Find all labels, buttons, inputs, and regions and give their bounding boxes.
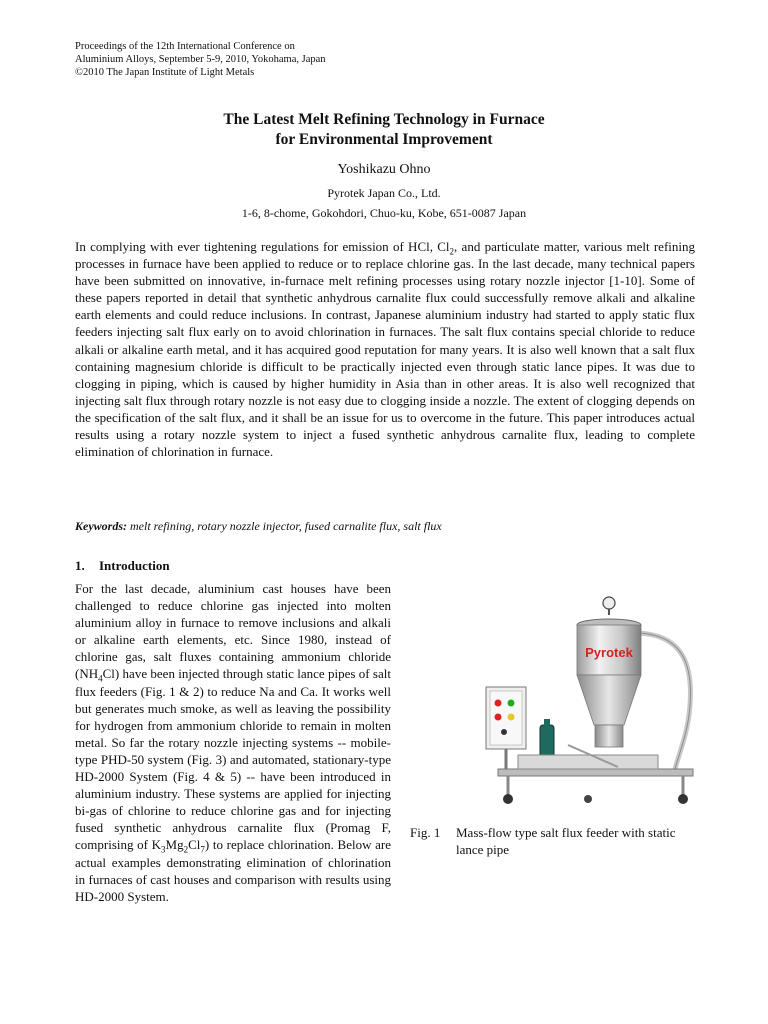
author-name: Yoshikazu Ohno (337, 162, 431, 177)
intro-text-1: For the last decade, aluminium cast houses have been challenged to reduce chlorine gas injected into molten aluminium alloy in furnace to remove inclusions and alkali or alkaline earth elements, etc. Since 1980, instead of chlorine gas, salt fluxes containing ammonium chloride (NH (75, 581, 391, 682)
header-line-2: Aluminium Alloys, September 5-9, 2010, Yokohama, Japan (75, 54, 326, 65)
paper-title (0, 110, 768, 150)
title-line-1: The Latest Melt Refining Technology in Furnace (223, 111, 545, 128)
keywords-text: melt refining, rotary nozzle injector, fused carnalite flux, salt flux (127, 519, 442, 533)
abstract (75, 238, 695, 460)
figure-caption (410, 824, 710, 858)
figure-caption-text: Mass-flow type salt flux feeder with static lance pipe (456, 825, 676, 857)
figure-caption-label: Fig. 1 (410, 825, 441, 840)
header-line-1: Proceedings of the 12th International Conference on (75, 41, 295, 52)
salt-flux-feeder-photo (478, 595, 708, 810)
header-line-3: ©2010 The Japan Institute of Light Metals (75, 67, 255, 78)
intro-sub-2: 3 (161, 845, 166, 855)
abstract-text-2: , and particulate matter, various melt refining processes in furnace have been applied to reduce or to replace chlorine gas. In the last decade, many technical papers have been submitted on innovative, in-furnace melt refining processes using rotary nozzle injector [1-10]. Some of these papers reported in detail that synthetic anhydrous carnalite flux could successfully remove alkali and alkaline earth elements and could reduce inclusions. In contrast, Japanese aluminium industry had started to apply static flux feeders injecting salt flux early on to avoid chlorination in furnaces. The salt flux contains special chloride to reduce alkali or alkaline earth metal, and it has acquired good reputation for many years. It is also well known that a salt flux containing magnesium chloride is difficult to be practically injected even through static lance pipes. It was due to clogging in piping, which is caused by higher humidity in Asia than in other areas. It is also well recognized that injecting salt flux through rotary nozzle is not easy due to clogging inside a nozzle. The extent of clogging depends on the specification of the salt flux, and it shall be an issue for us to overcome in the future. This paper introduces actual results using a rotary nozzle system to inject a fused synthetic anhydrous carnalite flux, leading to complete elimination of chlorination in furnace. (75, 239, 695, 460)
keywords-label: Keywords: (75, 519, 127, 533)
pyrotek-logo: Pyrotek (585, 645, 633, 660)
affiliation-address: 1-6, 8-chome, Gokohdori, Chuo-ku, Kobe, 651-0087 Japan (241, 206, 527, 220)
intro-sub-4: 7 (200, 845, 205, 855)
abstract-sub-1: 2 (449, 246, 455, 257)
intro-text-2: Cl) have been injected through static lance pipes of salt flux feeders (Fig. 1 & 2) to reduce Na and Ca. It works well but generates much smoke, as well as leaving the possibility for hydrogen from ammonium chloride to remain in molten metal. So far the rotary nozzle injecting systems -- mobile-type PHD-50 system (Fig. 3) and automated, stationary-type HD-2000 System (Fig. 4 & 5) -- have been introduced in aluminium industry. These systems are applied for injecting bi-gas of chlorine to reduce chlorine gas and for injecting fused synthetic anhydrous carnalite flux (Promag F, comprising of K (75, 666, 391, 853)
section-title: Introduction (99, 558, 170, 573)
intro-text-3: Mg (165, 837, 184, 853)
section-heading (75, 558, 170, 574)
section-number: 1. (75, 558, 85, 573)
keywords (75, 519, 442, 534)
abstract-text-1: In complying with ever tightening regulations for emission of HCl, Cl (75, 239, 450, 254)
intro-text-5: ) to replace chlorination. Below are actual examples demonstrating elimination of chlorination in furnaces of cast houses and comparison with results using HD-2000 System. (75, 837, 391, 904)
affiliation-company: Pyrotek Japan Co., Ltd. (327, 186, 441, 200)
intro-sub-1: 4 (98, 674, 103, 685)
introduction-paragraph (75, 580, 391, 905)
intro-text-4: Cl (188, 837, 201, 853)
title-line-2: for Environmental Improvement (275, 131, 493, 148)
intro-sub-3: 2 (183, 845, 189, 855)
proceedings-header (75, 40, 326, 79)
